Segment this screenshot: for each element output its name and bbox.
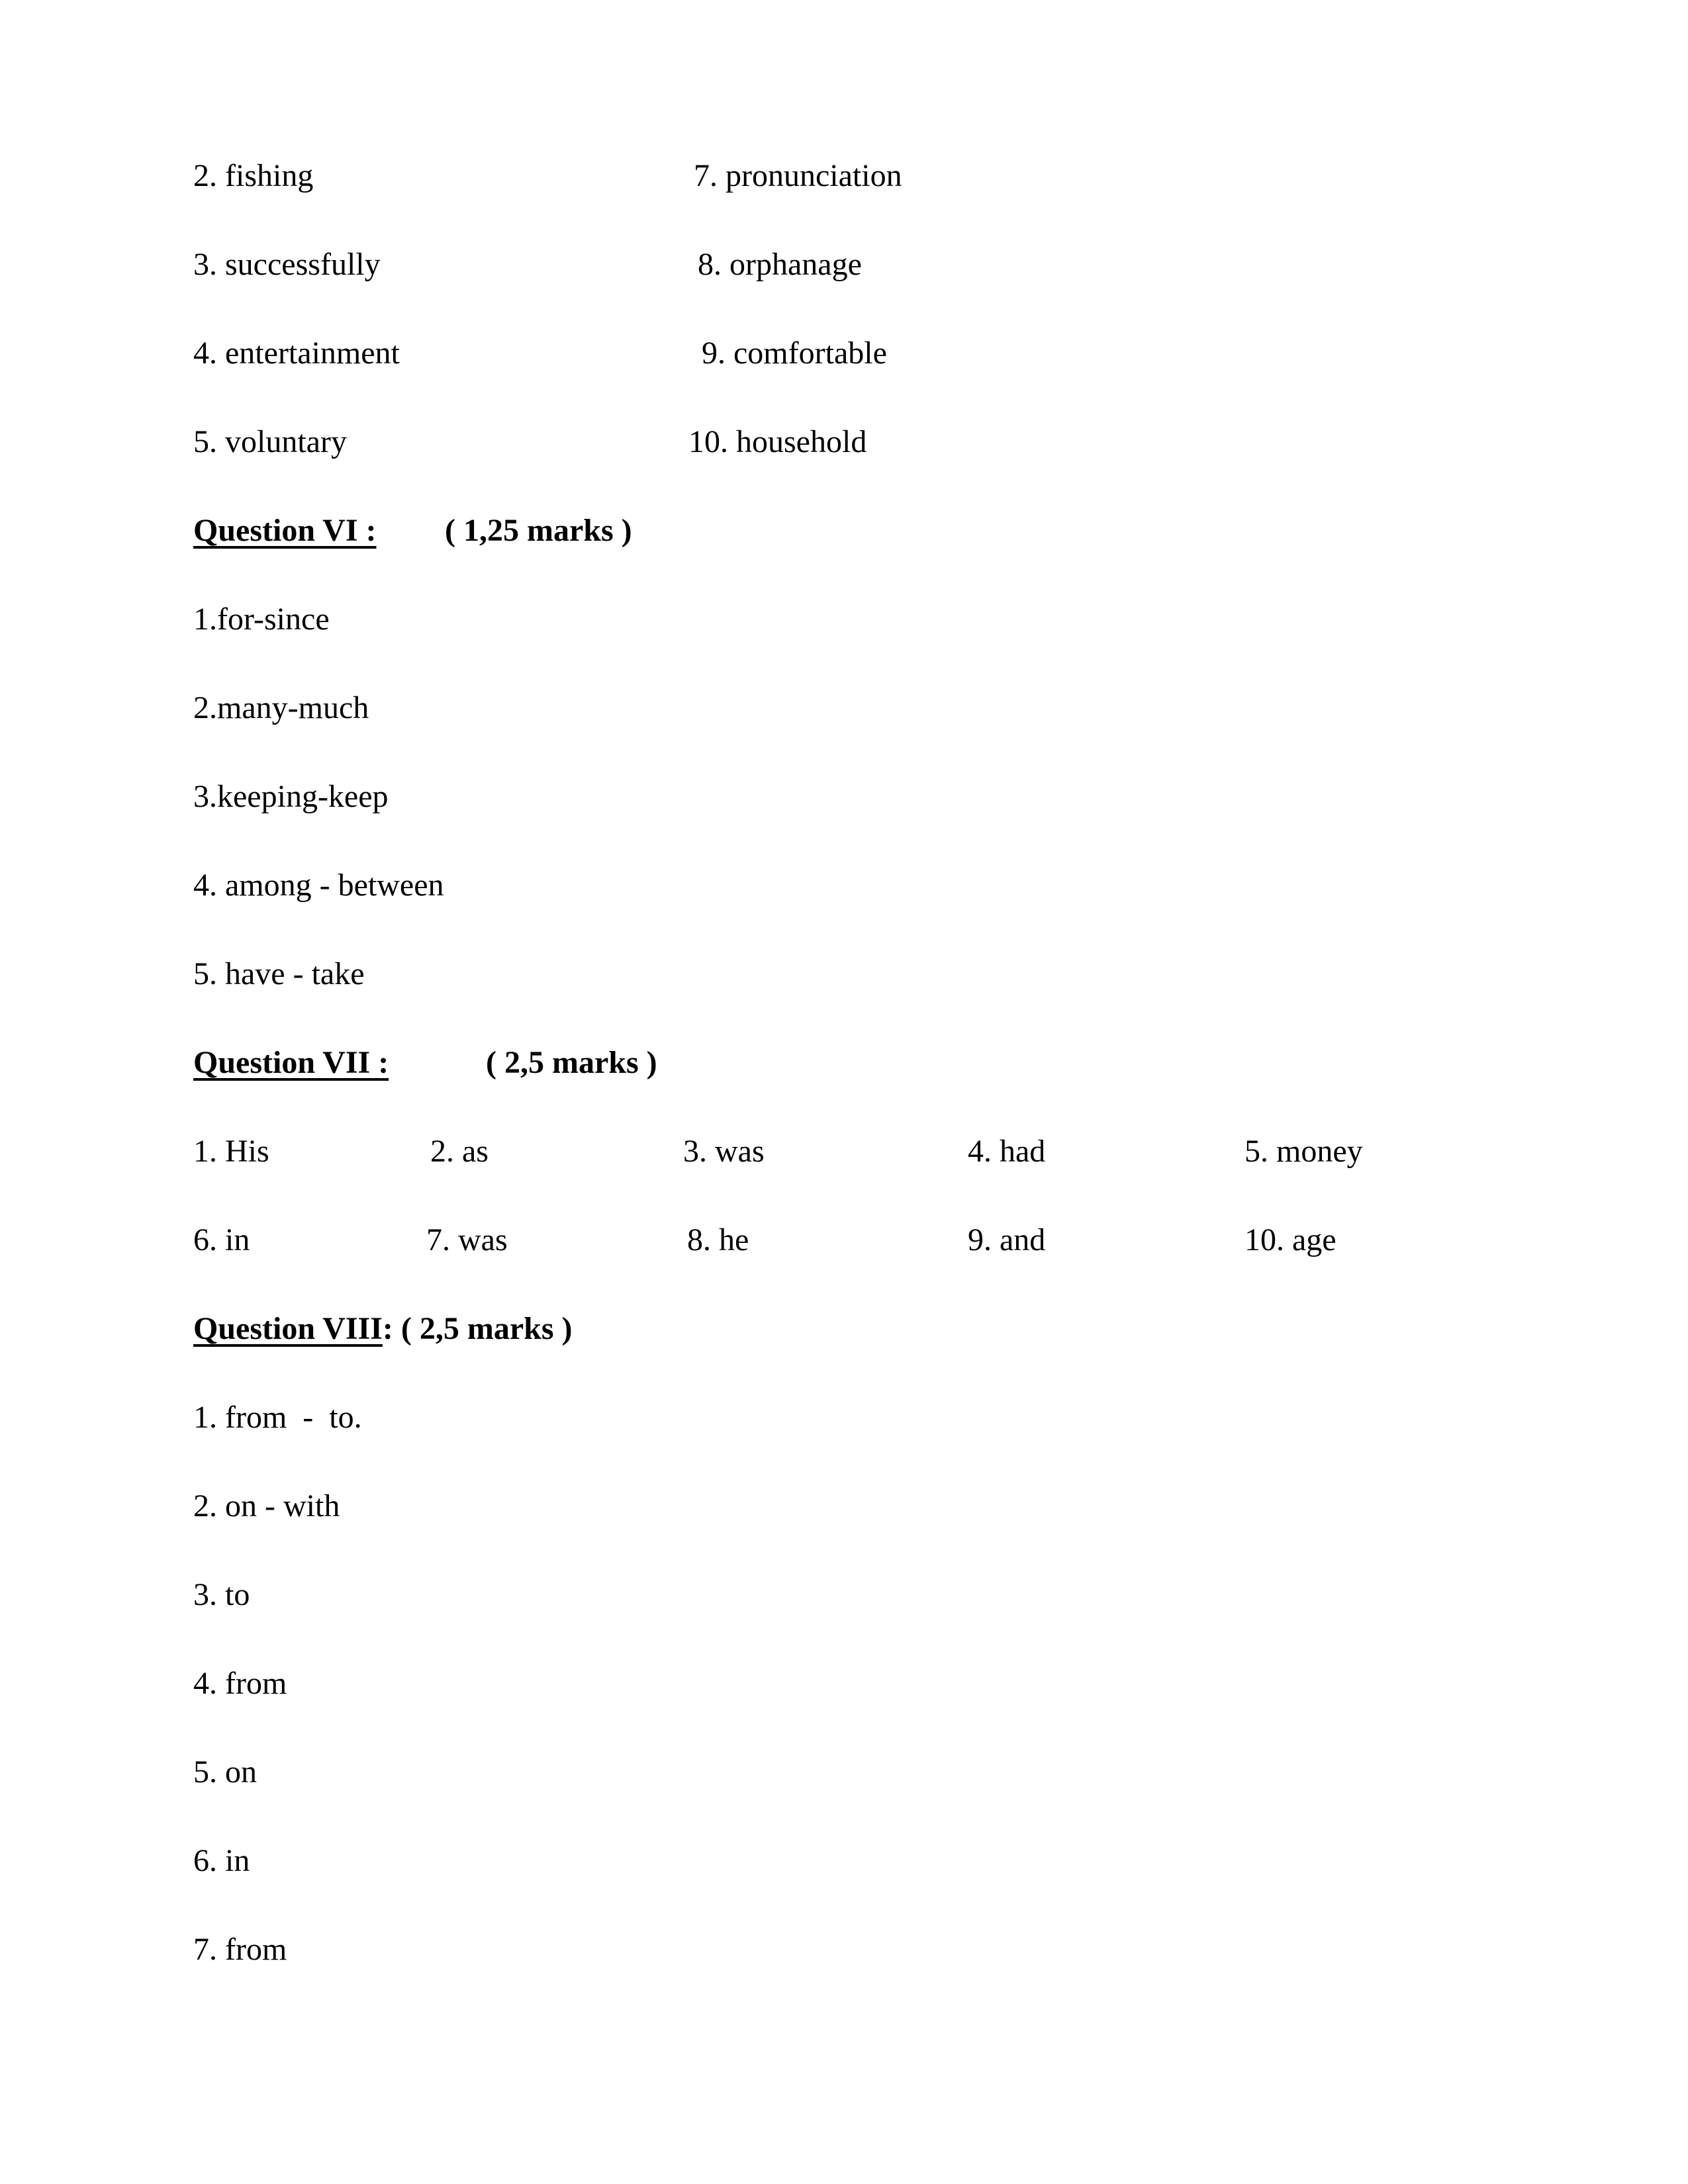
question-vii-marks: ( 2,5 marks ) <box>486 1045 657 1080</box>
answer-item: 7. from <box>193 1932 287 1967</box>
answer-item: 3. was <box>683 1134 765 1169</box>
answer-item: 4. entertainment <box>193 336 400 371</box>
question-vi-marks: ( 1,25 marks ) <box>445 513 632 548</box>
question-vi-title: Question VI : <box>193 513 377 548</box>
answer-item: 9. and <box>968 1222 1046 1257</box>
answer-item: 3.keeping-keep <box>193 779 389 814</box>
answer-item: 4. among - between <box>193 868 444 903</box>
answer-item: 5. voluntary <box>193 424 347 459</box>
answer-item: 2. as <box>430 1134 489 1169</box>
answer-item: 6. in <box>193 1222 250 1257</box>
answer-item: 7. pronunciation <box>694 158 902 193</box>
answer-item: 4. had <box>968 1134 1046 1169</box>
question-vii-title: Question VII : <box>193 1045 389 1080</box>
answer-item: 1.for-since <box>193 602 330 637</box>
answer-item: 5. on <box>193 1754 257 1790</box>
answer-item: 8. he <box>687 1222 749 1257</box>
answer-item: 3. successfully <box>193 247 381 282</box>
answer-item: 2.many-much <box>193 690 369 725</box>
answer-item: 5. money <box>1244 1134 1363 1169</box>
answer-item: 9. comfortable <box>702 336 887 371</box>
answer-item: 3. to <box>193 1577 250 1612</box>
answer-item: 2. fishing <box>193 158 314 193</box>
answer-item: 2. on - with <box>193 1488 340 1524</box>
question-viii-marks: : ( 2,5 marks ) <box>382 1311 573 1346</box>
answer-item: 10. age <box>1244 1222 1336 1257</box>
answer-item: 10. household <box>688 424 867 459</box>
answer-item: 7. was <box>426 1222 508 1257</box>
answer-item: 5. have - take <box>193 956 365 991</box>
answer-item: 1. His <box>193 1134 269 1169</box>
question-viii-heading <box>193 1310 573 1347</box>
answer-item: 1. from - to. <box>193 1400 362 1435</box>
question-viii-title: Question VIII <box>193 1311 383 1346</box>
answer-item: 4. from <box>193 1666 287 1701</box>
answer-item: 6. in <box>193 1843 250 1878</box>
answer-item: 8. orphanage <box>698 247 862 282</box>
